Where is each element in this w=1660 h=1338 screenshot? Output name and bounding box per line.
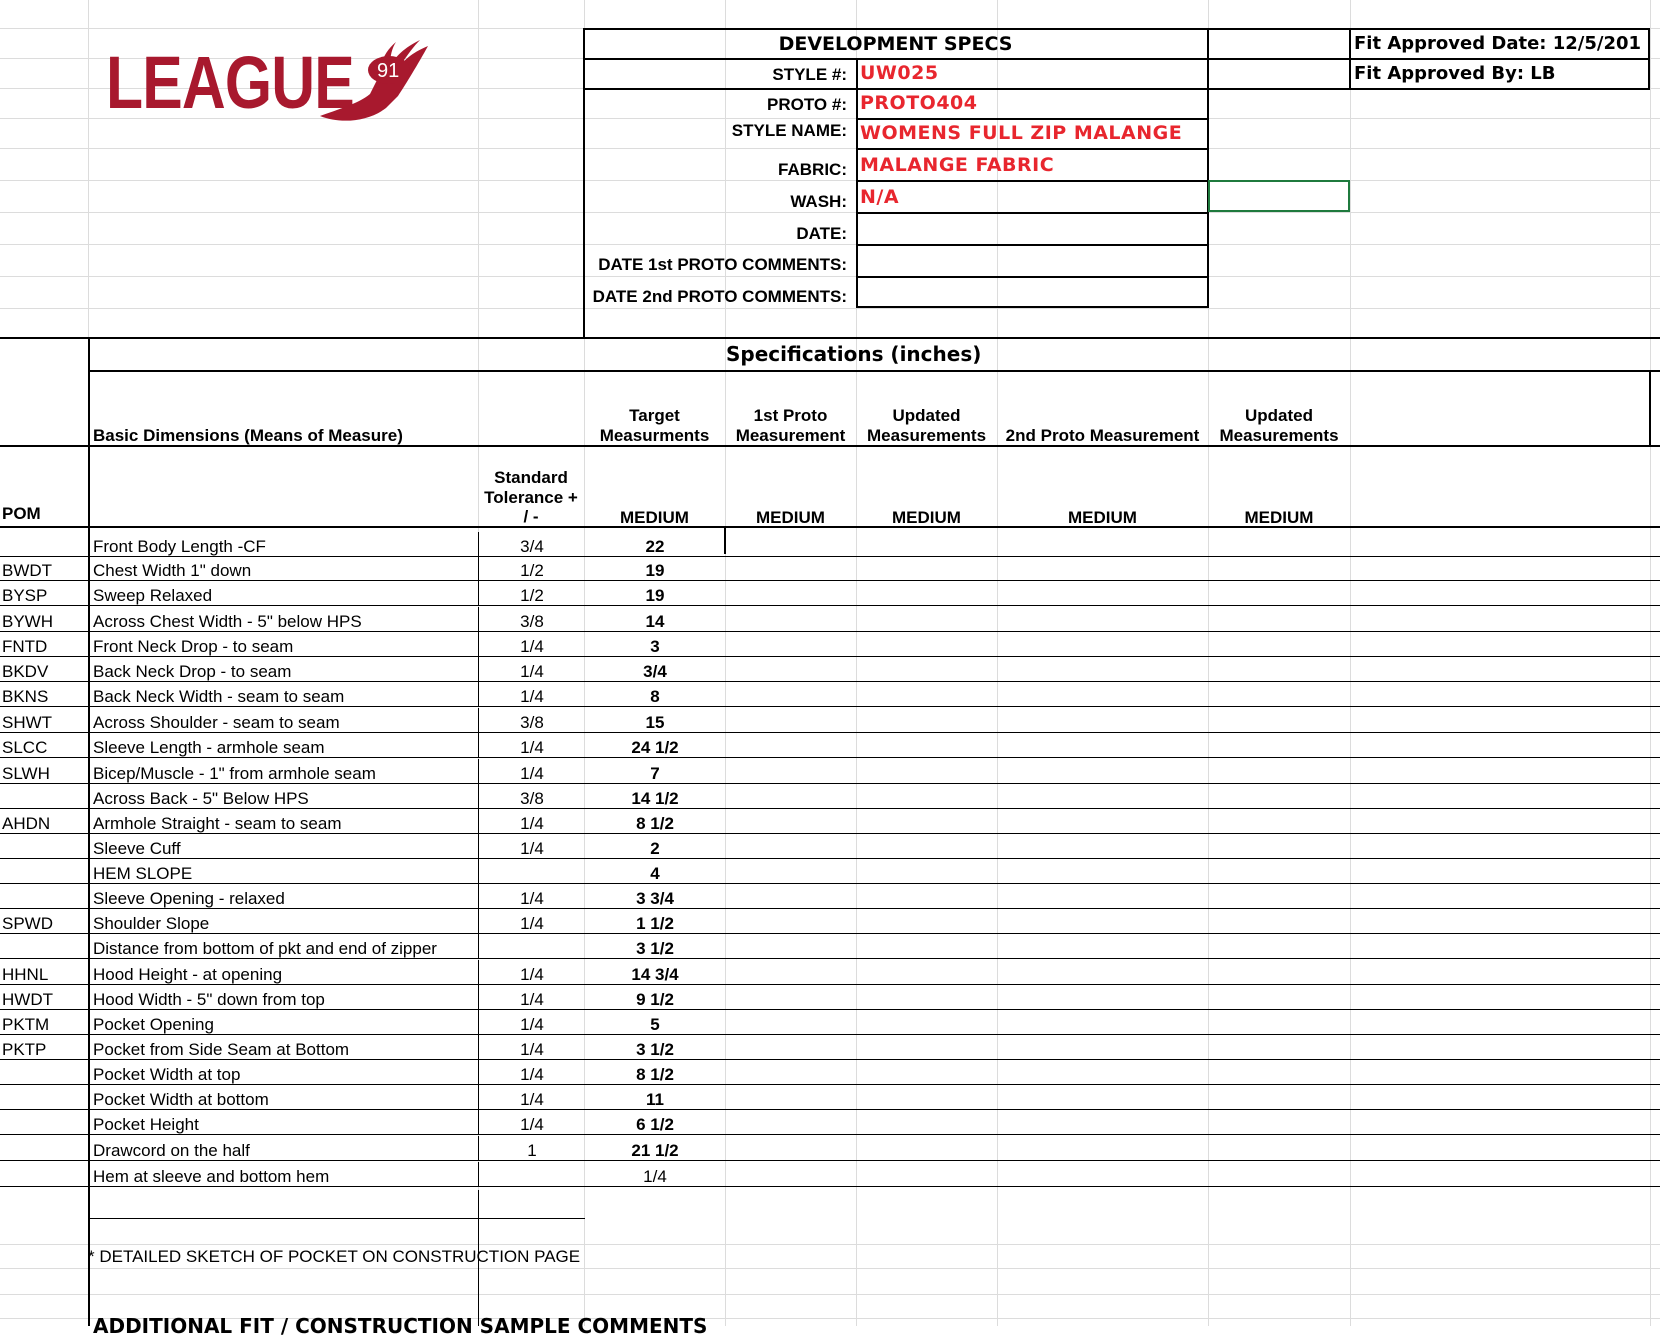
proto-number-value[interactable]: PROTO404 (860, 92, 978, 114)
pom-code: SPWD (2, 914, 53, 933)
updated-measurements-2-header: Updated Measurements (1219, 406, 1339, 445)
selected-cell[interactable] (1208, 180, 1350, 212)
table-row[interactable] (0, 960, 1660, 985)
size-target: MEDIUM (620, 508, 689, 527)
measure-description: Across Chest Width - 5" below HPS (93, 612, 362, 631)
row-col-divider (478, 556, 479, 581)
tolerance-value: 1/4 (520, 1040, 544, 1059)
target-value: 14 (645, 612, 665, 631)
table-row[interactable] (0, 809, 1660, 834)
tolerance-value: 1/4 (520, 1090, 544, 1109)
tolerance-value: 1/2 (520, 561, 544, 580)
row-col-divider (478, 1035, 479, 1060)
pom-code: PKTP (2, 1040, 47, 1059)
tolerance-value: 1 (527, 1141, 537, 1160)
measure-description: Across Back - 5" Below HPS (93, 789, 309, 808)
updated-measurements-header: Updated Measurements (866, 406, 987, 445)
row-divider (0, 605, 1660, 606)
measure-description: Sleeve Opening - relaxed (93, 889, 285, 908)
fabric-value[interactable]: MALANGE FABRIC (860, 154, 1055, 176)
target-header: Target Measurments (599, 406, 710, 445)
target-value: 21 1/2 (631, 1141, 679, 1160)
measure-description: Pocket Width at bottom (93, 1090, 269, 1109)
target-value: 3 3/4 (636, 889, 674, 908)
row-col-divider (478, 784, 479, 809)
logo-number: 91 (377, 60, 400, 82)
logo-text: LEAGUE (106, 41, 354, 124)
target-value: 3 1/2 (636, 1040, 674, 1059)
league-logo (100, 38, 430, 128)
row-col-divider (478, 733, 479, 758)
pom-code: BYSP (2, 586, 48, 605)
tolerance-value: 1/4 (520, 914, 544, 933)
target-value: 6 1/2 (636, 1115, 674, 1134)
measure-description: Shoulder Slope (93, 914, 210, 933)
table-row[interactable] (0, 1085, 1660, 1110)
target-value: 3 1/2 (636, 939, 674, 958)
target-value: 1 1/2 (636, 914, 674, 933)
dev-specs-title: DEVELOPMENT SPECS (778, 33, 1013, 55)
row-col-divider (478, 960, 479, 985)
pom-code: BWDT (2, 561, 53, 580)
row-col-divider (478, 809, 479, 834)
row-divider (0, 706, 1660, 707)
row-col-divider (478, 859, 479, 884)
table-row[interactable] (0, 607, 1660, 632)
target-value: 19 (645, 586, 665, 605)
measure-description: Pocket Height (93, 1115, 199, 1134)
fit-approved-date: Fit Approved Date: 12/5/201 (1354, 33, 1642, 54)
row-col-divider (478, 1085, 479, 1110)
row-col-divider (478, 581, 479, 606)
tolerance-value: 3/8 (520, 713, 544, 732)
target-value: 5 (650, 1015, 660, 1034)
table-row[interactable] (0, 1110, 1660, 1135)
first-proto-header: 1st Proto Measurement (735, 406, 846, 445)
target-value: 3/4 (643, 662, 667, 681)
row-col-divider (478, 1110, 479, 1135)
tolerance-value: 1/4 (520, 662, 544, 681)
target-value: 11 (646, 1090, 664, 1109)
wash-value[interactable]: N/A (860, 186, 900, 208)
measure-description: Armhole Straight - seam to seam (93, 814, 342, 833)
measure-description: Sleeve Cuff (93, 839, 181, 858)
row-col-divider (478, 985, 479, 1010)
date-label: DATE: (796, 224, 847, 243)
tolerance-value: 1/4 (520, 839, 544, 858)
table-row[interactable] (0, 532, 1660, 557)
pom-code: PKTM (2, 1015, 50, 1034)
row-divider (0, 1160, 1660, 1161)
tolerance-value: 1/4 (520, 1065, 544, 1084)
pom-code: FNTD (2, 637, 48, 656)
pom-code: SLWH (2, 764, 50, 783)
fit-approved-by: Fit Approved By: LB (1354, 63, 1556, 84)
pom-code: BKDV (2, 662, 49, 681)
measure-description: Chest Width 1" down (93, 561, 252, 580)
table-row[interactable] (0, 759, 1660, 784)
pom-code: BKNS (2, 687, 49, 706)
row-divider (0, 958, 1660, 959)
table-row[interactable] (0, 682, 1660, 707)
tolerance-value: 1/4 (520, 764, 544, 783)
tolerance-value: 1/4 (520, 687, 544, 706)
table-row[interactable] (0, 1035, 1660, 1060)
pom-code: BYWH (2, 612, 53, 631)
target-value: 4 (650, 864, 660, 883)
measure-description: Back Neck Width - seam to seam (93, 687, 345, 706)
measure-description: Pocket from Side Seam at Bottom (93, 1040, 350, 1059)
table-row[interactable] (0, 1162, 1660, 1187)
measure-description: Sweep Relaxed (93, 586, 213, 605)
measure-description: HEM SLOPE (93, 864, 193, 883)
target-value: 7 (650, 764, 660, 783)
style-name-value[interactable]: WOMENS FULL ZIP MALANGE (860, 122, 1183, 144)
table-row[interactable] (0, 784, 1660, 809)
target-value: 8 1/2 (636, 1065, 674, 1084)
pocket-sketch-note: * DETAILED SKETCH OF POCKET ON CONSTRUCTION PAGE (88, 1247, 581, 1266)
tolerance-value: 1/4 (520, 889, 544, 908)
measure-description: Front Neck Drop - to seam (93, 637, 294, 656)
tolerance-value: 1/4 (520, 738, 544, 757)
row-col-divider (478, 1136, 479, 1161)
measure-description: Front Body Length -CF (93, 537, 266, 556)
size-second-proto: MEDIUM (1068, 508, 1137, 527)
additional-comments-heading: ADDITIONAL FIT / CONSTRUCTION SAMPLE COMMENTS (93, 1314, 708, 1338)
style-name-label: STYLE NAME: (731, 121, 847, 140)
table-row[interactable] (0, 657, 1660, 682)
target-value: 14 1/2 (631, 789, 679, 808)
tolerance-value: 3/8 (520, 612, 544, 631)
tolerance-value: 1/4 (520, 1015, 544, 1034)
size-updated: MEDIUM (892, 508, 961, 527)
row-col-divider (478, 632, 479, 657)
tolerance-value: 3/8 (520, 789, 544, 808)
proto-number-label: PROTO #: (767, 95, 847, 114)
row-col-divider (478, 682, 479, 707)
pom-code: SLCC (2, 738, 48, 757)
row-divider (0, 1186, 1660, 1187)
measure-description: Drawcord on the half (93, 1141, 250, 1160)
second-proto-comments-label: DATE 2nd PROTO COMMENTS: (592, 287, 847, 306)
row-col-divider (478, 657, 479, 682)
target-value: 8 (650, 687, 660, 706)
table-row[interactable] (0, 581, 1660, 606)
pom-code: HHNL (2, 965, 49, 984)
wash-label: WASH: (790, 192, 847, 211)
measure-description: Sleeve Length - armhole seam (93, 738, 325, 757)
measure-description: Hem at sleeve and bottom hem (93, 1167, 330, 1186)
row-divider (0, 757, 1660, 758)
row-divider (0, 1134, 1660, 1135)
table-row[interactable] (0, 708, 1660, 733)
table-row[interactable] (0, 884, 1660, 909)
basic-dimensions-header: Basic Dimensions (Means of Measure) (93, 426, 403, 445)
target-value: 14 3/4 (631, 965, 679, 984)
footer-top-border (88, 1218, 585, 1219)
target-value: 2 (650, 839, 660, 858)
target-value: 22 (645, 537, 665, 556)
row-col-divider (478, 607, 479, 632)
row-col-divider (478, 1162, 479, 1187)
table-row[interactable] (0, 1060, 1660, 1085)
table-row[interactable] (0, 934, 1660, 959)
row-col-divider (478, 532, 479, 557)
measure-description: Distance from bottom of pkt and end of zipper (93, 939, 437, 958)
fabric-label: FABRIC: (778, 160, 847, 179)
winged-foot-icon (310, 38, 430, 128)
row-col-divider (478, 708, 479, 733)
target-value: 15 (645, 713, 665, 732)
table-row[interactable] (0, 556, 1660, 581)
style-number-label: STYLE #: (772, 65, 847, 84)
row-col-divider (478, 1060, 479, 1085)
measure-description: Pocket Width at top (93, 1065, 241, 1084)
tolerance-value: 1/4 (520, 637, 544, 656)
tolerance-value: 3/4 (520, 537, 544, 556)
table-row[interactable] (0, 985, 1660, 1010)
target-value: 1/4 (643, 1167, 667, 1186)
table-row[interactable] (0, 909, 1660, 934)
table-row[interactable] (0, 733, 1660, 758)
first-proto-comments-label: DATE 1st PROTO COMMENTS: (598, 255, 847, 274)
row-col-divider (478, 884, 479, 909)
specifications-title: Specifications (inches) (726, 342, 982, 366)
tolerance-value: 1/4 (520, 965, 544, 984)
row-col-divider (478, 934, 479, 959)
table-row[interactable] (0, 859, 1660, 884)
pom-header: POM (2, 504, 41, 523)
row-col-divider (478, 1010, 479, 1035)
target-value: 3 (650, 637, 660, 656)
target-value: 19 (645, 561, 665, 580)
measure-description: Hood Height - at opening (93, 965, 283, 984)
target-value: 9 1/2 (636, 990, 674, 1009)
size-first-proto: MEDIUM (756, 508, 825, 527)
measure-description: Back Neck Drop - to seam (93, 662, 292, 681)
style-number-value[interactable]: UW025 (860, 62, 939, 84)
pom-code: AHDN (2, 814, 51, 833)
target-value: 24 1/2 (631, 738, 679, 757)
row-col-divider (478, 759, 479, 784)
measure-description: Hood Width - 5" down from top (93, 990, 325, 1009)
row-col-divider (478, 834, 479, 859)
tolerance-value: 1/2 (520, 586, 544, 605)
table-row[interactable] (0, 834, 1660, 859)
pom-code: HWDT (2, 990, 53, 1009)
tolerance-value: 1/4 (520, 814, 544, 833)
pom-code: SHWT (2, 713, 53, 732)
tolerance-value: 1/4 (520, 990, 544, 1009)
tolerance-value: 1/4 (520, 1115, 544, 1134)
table-row[interactable] (0, 1010, 1660, 1035)
table-row[interactable] (0, 1136, 1660, 1161)
second-proto-header: 2nd Proto Measurement (1005, 426, 1200, 445)
tolerance-header: Standard Tolerance + / - (484, 468, 578, 527)
size-updated-2: MEDIUM (1244, 508, 1314, 527)
table-row[interactable] (0, 632, 1660, 657)
row-col-divider (478, 909, 479, 934)
measure-description: Pocket Opening (93, 1015, 214, 1034)
measure-description: Across Shoulder - seam to seam (93, 713, 340, 732)
target-value: 8 1/2 (636, 814, 674, 833)
measure-description: Bicep/Muscle - 1" from armhole seam (93, 764, 376, 783)
